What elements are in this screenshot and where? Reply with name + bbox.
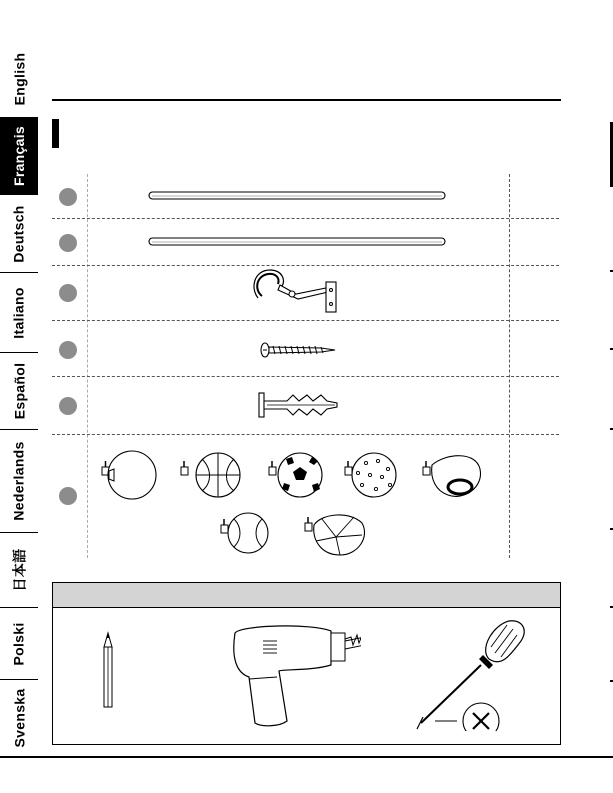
part-badge bbox=[59, 487, 77, 505]
lang-tab-english[interactable] bbox=[0, 40, 38, 118]
lang-tab-deutsch[interactable] bbox=[0, 195, 38, 273]
part-badge bbox=[59, 234, 77, 252]
parts-row bbox=[52, 435, 559, 558]
header-rule bbox=[52, 99, 561, 101]
tools-box bbox=[52, 582, 561, 745]
lang-tab-francais[interactable] bbox=[0, 118, 38, 195]
parts-row bbox=[52, 266, 559, 321]
lang-tab-label: 日本語 bbox=[11, 548, 27, 592]
lang-tab-label: Français bbox=[11, 126, 27, 186]
finials-icon bbox=[96, 443, 496, 563]
rod-icon bbox=[148, 236, 448, 250]
lang-tab-nederlands[interactable] bbox=[0, 430, 38, 533]
footer-rule bbox=[0, 756, 613, 758]
lang-tab-label: English bbox=[11, 52, 28, 105]
lang-tab-italiano[interactable] bbox=[0, 273, 38, 353]
section-marker bbox=[52, 119, 59, 148]
part-badge bbox=[59, 397, 77, 415]
part-badge bbox=[59, 188, 77, 206]
part-badge bbox=[59, 284, 77, 302]
lang-tab-svenska[interactable] bbox=[0, 680, 38, 756]
lang-tab-polski[interactable] bbox=[0, 608, 38, 680]
parts-row bbox=[52, 321, 559, 377]
lang-tab-label: Deutsch bbox=[11, 204, 27, 263]
tools-header bbox=[53, 583, 560, 608]
bracket-icon bbox=[248, 268, 348, 320]
parts-row bbox=[52, 219, 559, 266]
drill-icon bbox=[221, 619, 361, 731]
lang-tab-label: Nederlands bbox=[11, 441, 27, 521]
wall-anchor-icon bbox=[257, 391, 347, 421]
long-rod-icon bbox=[148, 190, 448, 204]
parts-row bbox=[52, 174, 559, 219]
phillips-screwdriver-icon bbox=[409, 619, 559, 731]
lang-tab-label: Polski bbox=[11, 621, 28, 666]
pencil-icon bbox=[101, 631, 115, 711]
part-badge bbox=[59, 341, 77, 359]
lang-tab-espanol[interactable] bbox=[0, 353, 38, 430]
parts-table bbox=[52, 174, 559, 558]
lang-tab-label: Italiano bbox=[11, 286, 28, 339]
screw-icon bbox=[259, 340, 339, 360]
parts-row bbox=[52, 377, 559, 435]
lang-tab-japanese[interactable] bbox=[0, 533, 38, 608]
lang-tab-label: Svenska bbox=[11, 688, 28, 748]
lang-tab-label: Español bbox=[11, 362, 27, 420]
